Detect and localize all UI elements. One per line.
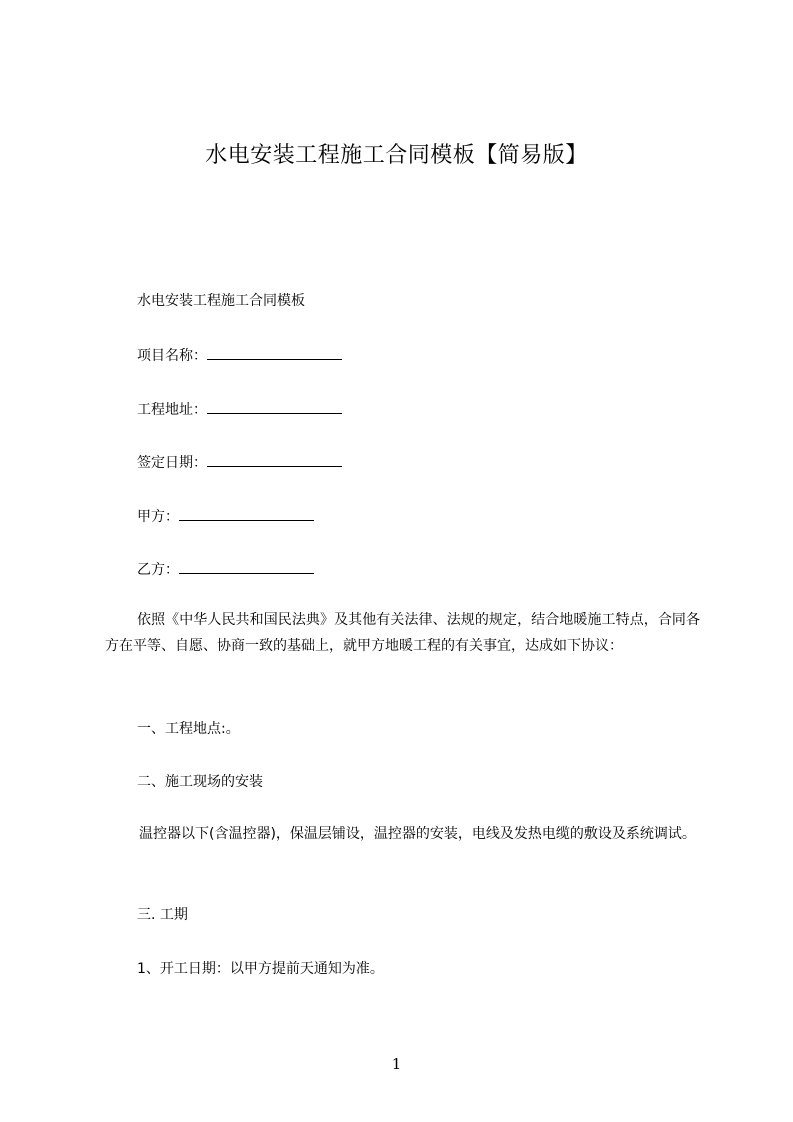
party-b-blank [179, 558, 314, 574]
party-a-blank [179, 505, 314, 521]
page-number: 1 [391, 1055, 402, 1073]
section-2-heading: 二、施工现场的安装 [137, 774, 263, 790]
party-b-field [137, 558, 314, 580]
project-address-blank [207, 398, 342, 414]
project-address-label: 工程地址： [137, 402, 207, 418]
party-a-field [137, 505, 314, 527]
document-title: 水电安装工程施工合同模板【简易版】 [205, 143, 588, 168]
intro-paragraph: 依照《中华人民共和国民法典》及其他有关法律、法规的规定，结合地暖施工特点，合同各方在平等、自愿、协商一致的基础上，就甲方地暖工程的有关事宜，达成如下协议： [105, 612, 700, 654]
section-3-heading: 三. 工期 [137, 907, 188, 923]
sign-date-label: 签定日期： [137, 455, 207, 471]
section-2-paragraph: 温控器以下(含温控器)，保温层铺设，温控器的安装，电线及发热电缆的敷设及系统调试。 [139, 826, 696, 842]
section-1-heading: 一、工程地点:。 [137, 721, 240, 737]
party-a-label: 甲方： [137, 509, 179, 525]
project-name-field [137, 344, 342, 366]
sign-date-blank [207, 451, 342, 467]
party-b-label: 乙方： [137, 562, 179, 578]
document-subtitle: 水电安装工程施工合同模板 [137, 293, 305, 309]
project-name-label: 项目名称： [137, 348, 207, 364]
item-1: 1、开工日期：以甲方提前天通知为准。 [137, 961, 384, 977]
sign-date-field [137, 451, 342, 473]
project-address-field [137, 398, 342, 420]
project-name-blank [207, 344, 342, 360]
